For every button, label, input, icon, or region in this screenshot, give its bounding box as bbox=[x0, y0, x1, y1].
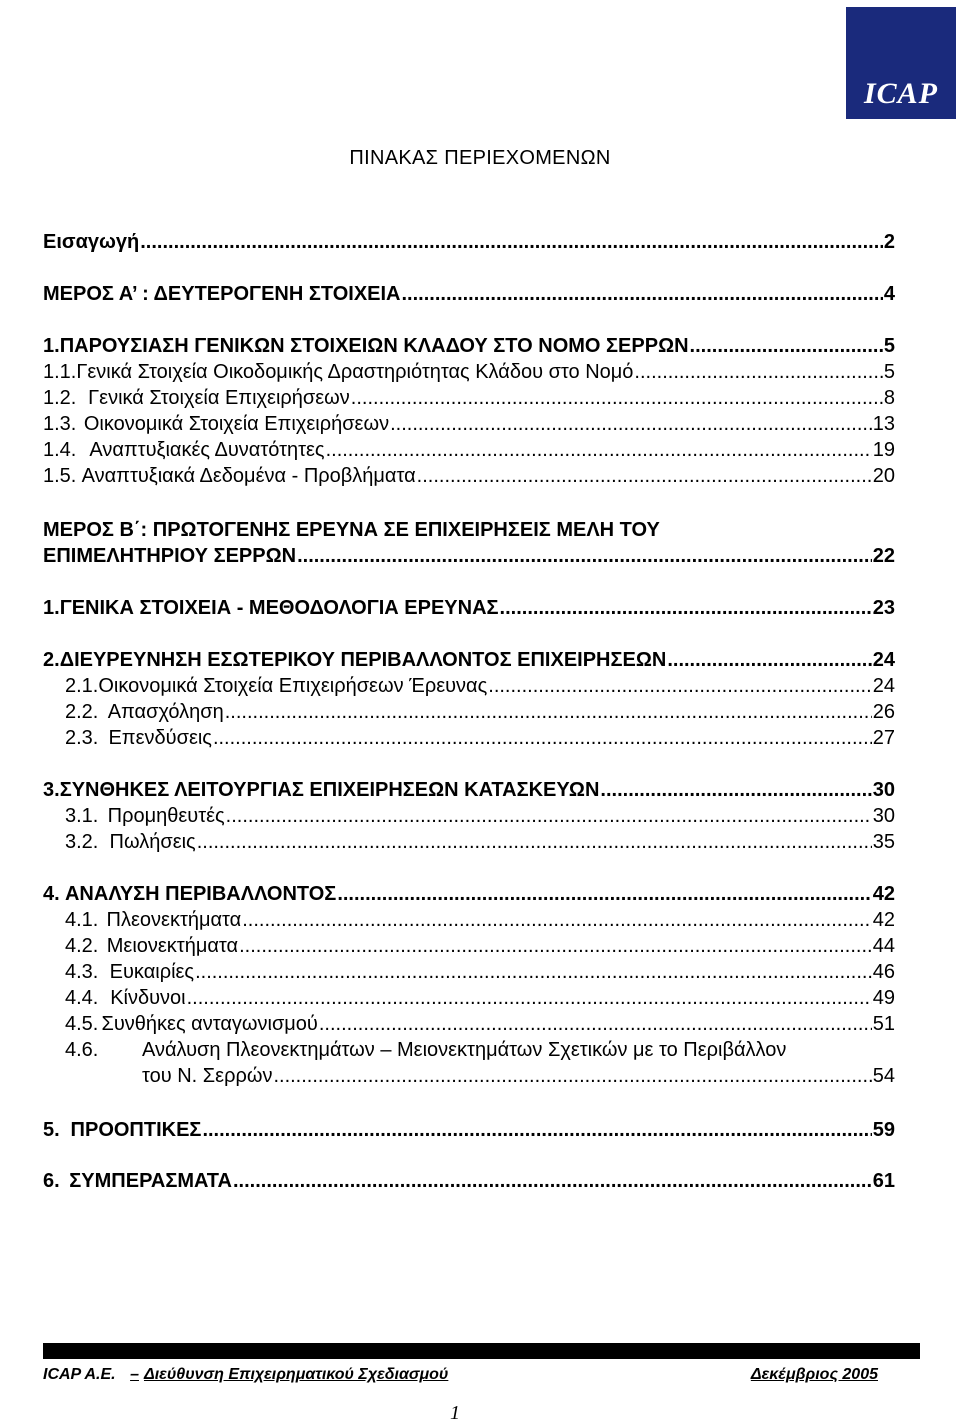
toc-leader bbox=[402, 282, 883, 306]
toc-label: ΠΡΟΟΠΤΙΚΕΣ bbox=[70, 1119, 202, 1141]
toc-leader bbox=[242, 908, 872, 932]
footer-division-text: Διεύθυνση Επιχειρηματικού Σχεδιασμού bbox=[143, 1366, 449, 1383]
toc-leader bbox=[319, 1012, 872, 1036]
toc-leader bbox=[213, 726, 872, 750]
toc-page: 49 bbox=[872, 987, 895, 1009]
toc-page: 30 bbox=[872, 779, 895, 801]
toc-leader bbox=[337, 882, 871, 906]
toc-label: Ευκαιρίες bbox=[109, 961, 195, 983]
toc-entry-b-4-2[interactable] bbox=[65, 934, 895, 958]
toc-page: 5 bbox=[883, 361, 895, 383]
toc-label: ΜΕΡΟΣ Α’ : ΔΕΥΤΕΡΟΓΕΝΗ ΣΤΟΙΧΕΙΑ bbox=[43, 283, 401, 305]
toc-leader bbox=[197, 830, 872, 854]
toc-label: ΔΙΕΥΡΕΥΝΗΣΗ ΕΣΩΤΕΡΙΚΟΥ ΠΕΡΙΒΑΛΛΟΝΤΟΣ ΕΠΙΧΕΙΡΗΣΕΩΝ bbox=[59, 649, 667, 671]
toc-label: Ανάλυση Πλεονεκτημάτων – Μειονεκτημάτων Σχετικών με το Περιβάλλον bbox=[142, 1039, 787, 1061]
toc-leader bbox=[634, 360, 882, 384]
toc-entry-section-1-2[interactable] bbox=[43, 386, 895, 410]
toc-number: 2.2. bbox=[65, 701, 99, 723]
toc-page: 46 bbox=[872, 961, 895, 983]
toc-label: Προμηθευτές bbox=[107, 805, 225, 827]
toc-leader bbox=[690, 334, 883, 358]
toc-page: 2 bbox=[883, 231, 895, 253]
footer-left bbox=[43, 1366, 448, 1384]
toc-label: ΑΝΑΛΥΣΗ ΠΕΡΙΒΑΛΛΟΝΤΟΣ bbox=[64, 883, 337, 905]
page-title: ΠΙΝΑΚΑΣ ΠΕΡΙΕΧΟΜΕΝΩΝ bbox=[349, 147, 611, 169]
toc-label: του Ν. Σερρών bbox=[142, 1065, 273, 1087]
footer-company: ICAP A.E. bbox=[43, 1366, 116, 1383]
toc-entry-b-3-1[interactable] bbox=[65, 804, 895, 828]
toc-label: Αναπτυξιακά Δεδομένα - Προβλήματα bbox=[81, 465, 416, 487]
toc-leader bbox=[202, 1118, 871, 1142]
toc-label: Αναπτυξιακές Δυνατότητες bbox=[89, 439, 325, 461]
toc-entry-b-4-1[interactable] bbox=[65, 908, 895, 932]
toc-leader bbox=[187, 986, 872, 1010]
toc-page: 59 bbox=[872, 1119, 895, 1141]
toc-entry-b-2-3[interactable] bbox=[65, 726, 895, 750]
toc-leader bbox=[226, 804, 872, 828]
toc-number: 6. bbox=[43, 1170, 60, 1192]
toc-number: 4.6. bbox=[65, 1039, 99, 1061]
toc-label: Οικονομικά Στοιχεία Επιχειρήσεων bbox=[83, 413, 390, 435]
toc-page: 22 bbox=[872, 545, 895, 567]
toc-number: 3. bbox=[43, 779, 60, 801]
toc-number: 4.2. bbox=[65, 935, 99, 957]
toc-page: 30 bbox=[872, 805, 895, 827]
footer-date: Δεκέμβριος 2005 bbox=[750, 1366, 878, 1383]
toc-label: Κίνδυνοι bbox=[110, 987, 186, 1009]
toc-entry-b-4-6[interactable] bbox=[142, 1064, 895, 1088]
toc-entry-part-b-line1[interactable]: ΜΕΡΟΣ Β΄: ΠΡΩΤΟΓΕΝΗΣ ΕΡΕΥΝΑ ΣΕ ΕΠΙΧΕΙΡΗΣΕΙΣ ΜΕΛΗ ΤΟΥ bbox=[43, 519, 660, 541]
logo-text: ICAP bbox=[863, 77, 939, 110]
toc-number: 3.2. bbox=[65, 831, 99, 853]
toc-page: 42 bbox=[872, 883, 895, 905]
toc-leader bbox=[297, 544, 872, 568]
toc-number: 2.3. bbox=[65, 727, 99, 749]
toc-label: Οικονομικά Στοιχεία Επιχειρήσεων Έρευνας bbox=[98, 675, 488, 697]
toc-leader bbox=[225, 700, 872, 724]
toc-leader bbox=[488, 674, 871, 698]
toc-leader bbox=[195, 960, 872, 984]
toc-entry-b-1[interactable] bbox=[43, 596, 895, 620]
footer-rule bbox=[43, 1343, 920, 1359]
toc-label: ΣΥΝΘΗΚΕΣ ΛΕΙΤΟΥΡΓΙΑΣ ΕΠΙΧΕΙΡΗΣΕΩΝ ΚΑΤΑΣΚΕΥΩΝ bbox=[59, 779, 600, 801]
toc-label: Συνθήκες ανταγωνισμού bbox=[101, 1013, 318, 1035]
toc-leader bbox=[273, 1064, 871, 1088]
toc-label: ΣΥΜΠΕΡΑΣΜΑΤΑ bbox=[69, 1170, 232, 1192]
toc-number: 3.1. bbox=[65, 805, 99, 827]
toc-label: Γενικά Στοιχεία Επιχειρήσεων bbox=[88, 387, 350, 409]
toc-entry-part-a[interactable] bbox=[43, 282, 895, 306]
toc-number: 1.3. bbox=[43, 413, 77, 435]
toc-entry-b-2-2[interactable] bbox=[65, 700, 895, 724]
toc-label: Πωλήσεις bbox=[109, 831, 196, 853]
toc-entry-b-5[interactable] bbox=[43, 1118, 895, 1142]
toc-number: 4.4. bbox=[65, 987, 99, 1009]
toc-leader bbox=[667, 648, 871, 672]
toc-entry-section-1[interactable] bbox=[43, 334, 895, 358]
icap-logo bbox=[846, 7, 956, 119]
toc-page: 27 bbox=[872, 727, 895, 749]
toc-number: 1.5. bbox=[43, 465, 77, 487]
toc-number: 2.1. bbox=[65, 675, 99, 697]
toc-label: Μειονεκτήματα bbox=[106, 935, 239, 957]
toc-leader bbox=[500, 596, 872, 620]
footer-division: – Διεύθυνση Επιχειρηματικού Σχεδιασμού bbox=[130, 1366, 449, 1383]
toc-page: 23 bbox=[872, 597, 895, 619]
toc-label: Απασχόληση bbox=[107, 701, 224, 723]
toc-number: 4.1. bbox=[65, 909, 99, 931]
toc-entry-b-4-4[interactable] bbox=[65, 986, 895, 1010]
toc-number: 4.3. bbox=[65, 961, 99, 983]
toc-entry-part-b[interactable] bbox=[43, 544, 895, 568]
toc-leader bbox=[600, 778, 871, 802]
toc-page: 20 bbox=[872, 465, 895, 487]
toc-page: 4 bbox=[883, 283, 895, 305]
toc-entry-section-1-4[interactable] bbox=[43, 438, 895, 462]
toc-number: 2. bbox=[43, 649, 60, 671]
toc-entry-b-2-1[interactable] bbox=[65, 674, 895, 698]
toc-entry-section-1-5[interactable] bbox=[43, 464, 895, 488]
toc-entry-b-3[interactable] bbox=[43, 778, 895, 802]
toc-page: 44 bbox=[872, 935, 895, 957]
toc-label: ΠΑΡΟΥΣΙΑΣΗ ΓΕΝΙΚΩΝ ΣΤΟΙΧΕΙΩΝ ΚΛΑΔΟΥ ΣΤΟ ΝΟΜΟ ΣΕΡΡΩΝ bbox=[59, 335, 689, 357]
toc-number: 1. bbox=[43, 335, 60, 357]
toc-entry-b-4[interactable] bbox=[43, 882, 895, 906]
toc-number: 1. bbox=[43, 597, 60, 619]
page-number: 1 bbox=[450, 1402, 460, 1424]
toc-leader bbox=[351, 386, 883, 410]
toc-label: ΕΠΙΜΕΛΗΤΗΡΙΟΥ ΣΕΡΡΩΝ bbox=[43, 545, 297, 567]
toc-label: Πλεονεκτήματα bbox=[106, 909, 242, 931]
toc-entry-b-4-3[interactable] bbox=[65, 960, 895, 984]
toc-number: 1.2. bbox=[43, 387, 77, 409]
toc-number: 5. bbox=[43, 1119, 60, 1141]
toc-entry-intro[interactable] bbox=[43, 230, 895, 254]
toc-page: 24 bbox=[872, 675, 895, 697]
toc-page: 13 bbox=[872, 413, 895, 435]
toc-page: 19 bbox=[872, 439, 895, 461]
toc-leader bbox=[390, 412, 872, 436]
toc-entry-b-4-5[interactable] bbox=[65, 1012, 895, 1036]
toc-leader bbox=[326, 438, 872, 462]
toc-leader bbox=[140, 230, 883, 254]
toc-label: Γενικά Στοιχεία Οικοδομικής Δραστηριότητας Κλάδου στο Νομό bbox=[76, 361, 634, 383]
toc-page: 51 bbox=[872, 1013, 895, 1035]
toc-leader bbox=[239, 934, 872, 958]
toc-number: 4. bbox=[43, 883, 60, 905]
toc-number: 1.4. bbox=[43, 439, 77, 461]
toc-number: 4.5. bbox=[65, 1013, 99, 1035]
toc-entry-b-3-2[interactable] bbox=[65, 830, 895, 854]
toc-leader bbox=[417, 464, 872, 488]
toc-entry-b-2[interactable] bbox=[43, 648, 895, 672]
toc-entry-b-4-6-line1[interactable] bbox=[65, 1038, 786, 1062]
toc-number: 1.1. bbox=[43, 361, 77, 383]
toc-label: ΓΕΝΙΚΑ ΣΤΟΙΧΕΙΑ - ΜΕΘΟΔΟΛΟΓΙΑ ΕΡΕΥΝΑΣ bbox=[59, 597, 499, 619]
toc-page: 54 bbox=[872, 1065, 895, 1087]
toc-page: 61 bbox=[872, 1170, 895, 1192]
toc-label: Εισαγωγή bbox=[43, 231, 140, 253]
toc-page: 26 bbox=[872, 701, 895, 723]
toc-entry-b-6[interactable] bbox=[43, 1169, 895, 1193]
toc-page: 8 bbox=[883, 387, 895, 409]
toc-page: 42 bbox=[872, 909, 895, 931]
toc-entry-section-1-1[interactable] bbox=[43, 360, 895, 384]
toc-page: 24 bbox=[872, 649, 895, 671]
toc-entry-section-1-3[interactable] bbox=[43, 412, 895, 436]
toc-page: 5 bbox=[883, 335, 895, 357]
toc-leader bbox=[233, 1169, 872, 1193]
toc-label: Επενδύσεις bbox=[108, 727, 212, 749]
toc-page: 35 bbox=[872, 831, 895, 853]
